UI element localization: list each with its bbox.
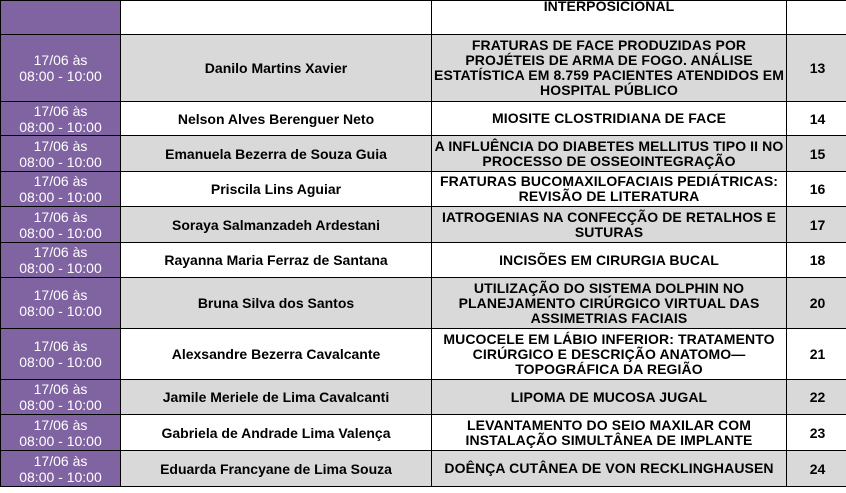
- session-time: 08:00 - 10:00: [19, 468, 102, 485]
- session-date: 17/06 às: [33, 208, 88, 225]
- name-cell-empty: [121, 1, 432, 35]
- session-date: 17/06 às: [33, 381, 88, 397]
- session-time: 08:00 - 10:00: [19, 189, 102, 205]
- session-time: 08:00 - 10:00: [19, 118, 102, 135]
- presentation-number: 18: [787, 243, 846, 278]
- date-cell: [1, 278, 121, 329]
- table-row: [1, 243, 846, 278]
- date-cell: [1, 102, 121, 136]
- presentation-title: LEVANTAMENTO DO SEIO MAXILAR COM INSTALAÇÃO SIMULTÂNEA DE IMPLANTE: [432, 415, 787, 451]
- session-date: 17/06 às: [33, 137, 88, 154]
- session-time: 08:00 - 10:00: [19, 432, 102, 449]
- session-time: 08:00 - 10:00: [19, 68, 102, 84]
- presenter-name: Rayanna Maria Ferraz de Santana: [121, 243, 432, 278]
- date-cell: [1, 380, 121, 415]
- table-row: [1, 380, 846, 415]
- presentation-title: INCISÕES EM CIRURGIA BUCAL: [432, 243, 787, 278]
- session-time: 08:00 - 10:00: [19, 153, 102, 170]
- date-cell: [1, 35, 121, 102]
- presentation-title: UTILIZAÇÃO DO SISTEMA DOLPHIN NO PLANEJAMENTO CIRÚRGICO VIRTUAL DAS ASSIMETRIAS FACIAIS: [432, 278, 787, 329]
- presentation-number: 13: [787, 35, 846, 102]
- session-date: 17/06 às: [33, 338, 88, 354]
- title-cell: [432, 1, 787, 35]
- presenter-name: Alexsandre Bezerra Cavalcante: [121, 329, 432, 380]
- date-cell-empty: [1, 1, 121, 35]
- table-row: [1, 207, 846, 243]
- date-cell: [1, 451, 121, 487]
- date-cell: [1, 172, 121, 207]
- presenter-name: Priscila Lins Aguiar: [121, 172, 432, 207]
- table-row: [1, 35, 846, 102]
- schedule-body: [1, 1, 846, 487]
- presenter-name: Nelson Alves Berenguer Neto: [121, 102, 432, 136]
- date-cell: [1, 329, 121, 380]
- presentation-title: DOÊNÇA CUTÂNEA DE VON RECKLINGHAUSEN: [432, 451, 787, 487]
- session-date: 17/06 às: [33, 416, 88, 433]
- presenter-name: Jamile Meriele de Lima Cavalcanti: [121, 380, 432, 415]
- table-row: [1, 451, 846, 487]
- session-time: 08:00 - 10:00: [19, 224, 102, 241]
- session-date: 17/06 às: [33, 452, 88, 469]
- presentation-title: MIOSITE CLOSTRIDIANA DE FACE: [432, 102, 787, 136]
- presentation-title: FRATURAS BUCOMAXILOFACIAIS PEDIÁTRICAS: REVISÃO DE LITERATURA: [432, 172, 787, 207]
- presentation-number: 17: [787, 207, 846, 243]
- table-row: [1, 329, 846, 380]
- session-time: 08:00 - 10:00: [19, 397, 102, 413]
- presentation-number: 16: [787, 172, 846, 207]
- session-date: 17/06 às: [33, 102, 88, 119]
- presentation-title: MUCOCELE EM LÁBIO INFERIOR: TRATAMENTO CIRÚRGICO E DESCRIÇÃO ANATOMO—TOPOGRÁFICA DA REGIÃO: [432, 329, 787, 380]
- session-date: 17/06 às: [33, 52, 88, 68]
- table-row: [1, 102, 846, 136]
- session-date: 17/06 às: [33, 287, 88, 303]
- date-cell: [1, 415, 121, 451]
- presentation-number: 22: [787, 380, 846, 415]
- presentation-number: 24: [787, 451, 846, 487]
- table-row: [1, 172, 846, 207]
- date-cell: [1, 207, 121, 243]
- presenter-name: Emanuela Bezerra de Souza Guia: [121, 136, 432, 172]
- title-text: INTERPOSICIONAL: [543, 0, 675, 14]
- presentation-number: 20: [787, 278, 846, 329]
- presentation-title: FRATURAS DE FACE PRODUZIDAS POR PROJÉTEIS DE ARMA DE FOGO. ANÁLISE ESTATÍSTICA EM 8.759 PACIENTES ATENDIDOS EM HOSPITAL PÚBLICO: [432, 35, 787, 102]
- session-time: 08:00 - 10:00: [19, 303, 102, 319]
- presentation-number: 21: [787, 329, 846, 380]
- date-cell: [1, 243, 121, 278]
- presentation-number: 23: [787, 415, 846, 451]
- session-time: 08:00 - 10:00: [19, 260, 102, 276]
- number-cell-empty: [787, 1, 846, 35]
- presenter-name: Bruna Silva dos Santos: [121, 278, 432, 329]
- presenter-name: Soraya Salmanzadeh Ardestani: [121, 207, 432, 243]
- session-time: 08:00 - 10:00: [19, 354, 102, 370]
- presentation-title: LIPOMA DE MUCOSA JUGAL: [432, 380, 787, 415]
- presentation-number: 14: [787, 102, 846, 136]
- session-date: 17/06 às: [33, 244, 88, 260]
- presentation-title: A INFLUÊNCIA DO DIABETES MELLITUS TIPO II NO PROCESSO DE OSSEOINTEGRAÇÃO: [432, 136, 787, 172]
- date-cell: [1, 136, 121, 172]
- presentation-title: IATROGENIAS NA CONFECÇÃO DE RETALHOS E SUTURAS: [432, 207, 787, 243]
- table-row: [1, 415, 846, 451]
- session-date: 17/06 às: [33, 173, 88, 189]
- presenter-name: Danilo Martins Xavier: [121, 35, 432, 102]
- presentation-number: 15: [787, 136, 846, 172]
- table-row: [1, 278, 846, 329]
- table-row: [1, 136, 846, 172]
- presenter-name: Eduarda Francyane de Lima Souza: [121, 451, 432, 487]
- presenter-name: Gabriela de Andrade Lima Valença: [121, 415, 432, 451]
- table-row-partial: [1, 1, 846, 35]
